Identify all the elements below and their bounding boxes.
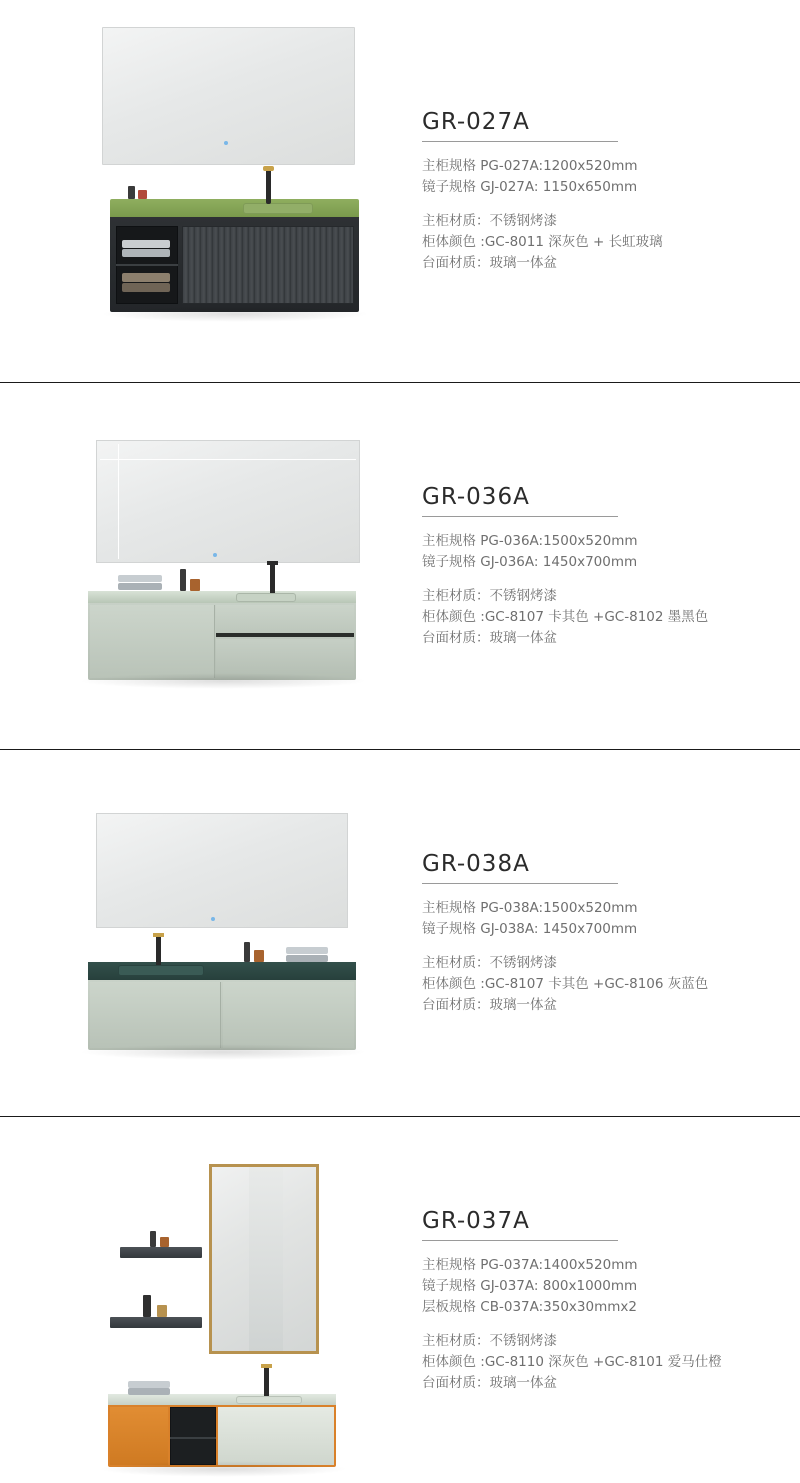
drawer-upper-right <box>216 605 354 635</box>
spec-countertop-material: 台面材质：玻璃一体盆 <box>422 629 557 646</box>
countertop <box>110 199 359 217</box>
spec-cabinet-material: 主柜材质：不锈钢烤漆 <box>422 954 557 971</box>
spec-countertop-material: 台面材质：玻璃一体盆 <box>422 1374 557 1391</box>
decor-bottle <box>150 1231 156 1247</box>
product-entry <box>0 1117 800 1483</box>
spec-countertop-material: 台面材质：玻璃一体盆 <box>422 996 557 1013</box>
spec-mirror-size: 镜子规格 GJ-038A: 1450x700mm <box>422 920 638 937</box>
shelf-divider <box>116 264 178 266</box>
cabinet-door-left <box>90 605 215 678</box>
towel-stack <box>128 1388 170 1395</box>
title-underline <box>422 141 618 142</box>
faucet <box>270 563 275 593</box>
product-info-gr-038a <box>400 851 800 1016</box>
product-info-gr-036a <box>400 484 800 649</box>
mirror-illustration <box>102 27 355 165</box>
faucet-top <box>263 166 274 171</box>
mirror-touch-sensor-icon <box>224 141 228 145</box>
towel-stack <box>122 283 170 292</box>
product-image-gr-027a <box>0 0 400 382</box>
countertop <box>88 591 356 603</box>
basin <box>236 593 296 602</box>
towel-stack <box>122 249 170 257</box>
decor-bottle <box>128 186 135 199</box>
towel-stack <box>118 575 162 582</box>
product-entry <box>0 750 800 1116</box>
product-image-gr-037a <box>0 1117 400 1483</box>
title-underline <box>422 516 618 517</box>
decor-bottle <box>190 579 200 591</box>
decor-bottle <box>180 569 186 591</box>
towel-stack <box>286 955 328 962</box>
basin <box>243 203 313 214</box>
towel-stack <box>128 1381 170 1388</box>
spec-mirror-size: 镜子规格 GJ-027A: 1150x650mm <box>422 178 638 195</box>
spec-cabinet-color: 柜体颜色 :GC-8107 卡其色 +GC-8102 墨黑色 <box>422 608 709 625</box>
spec-cabinet-material: 主柜材质：不锈钢烤漆 <box>422 212 557 229</box>
spec-cabinet-color: 柜体颜色 :GC-8011 深灰色 + 长虹玻璃 <box>422 233 663 250</box>
spec-shelf-size: 层板规格 CB-037A:350x30mmx2 <box>422 1298 637 1315</box>
mirror-illustration <box>96 813 348 928</box>
faucet <box>156 935 161 965</box>
spec-cabinet-size: 主柜规格 PG-036A:1500x520mm <box>422 532 638 549</box>
mirror-touch-sensor-icon <box>211 917 215 921</box>
decor-bottle <box>254 950 264 962</box>
mirror-light-line-horizontal <box>100 459 356 460</box>
product-entry <box>0 0 800 382</box>
product-model: GR-037A <box>422 1207 530 1234</box>
wall-shelf-lower <box>110 1317 202 1328</box>
faucet-top <box>267 561 278 565</box>
spec-cabinet-size: 主柜规格 PG-038A:1500x520mm <box>422 899 638 916</box>
spec-mirror-size: 镜子规格 GJ-036A: 1450x700mm <box>422 553 638 570</box>
towel-stack <box>118 583 162 590</box>
spec-mirror-size: 镜子规格 GJ-037A: 800x1000mm <box>422 1277 638 1294</box>
decor-bottle <box>244 942 250 962</box>
cabinet-door-orange <box>110 1407 168 1465</box>
faucet-top <box>153 933 164 937</box>
cabinet-door-left <box>90 982 221 1048</box>
product-model: GR-038A <box>422 850 530 877</box>
floor-shadow <box>78 1044 368 1060</box>
mirror-touch-sensor-icon <box>213 553 217 557</box>
shelf-divider <box>170 1437 216 1439</box>
product-model: GR-036A <box>422 483 530 510</box>
faucet-top <box>261 1364 272 1368</box>
cabinet-door-right <box>218 1407 334 1465</box>
floor-shadow <box>100 306 370 322</box>
faucet <box>266 168 271 204</box>
decor-bottle <box>138 190 147 199</box>
decor-vase <box>143 1295 151 1317</box>
title-underline <box>422 1240 618 1241</box>
spec-cabinet-size: 主柜规格 PG-037A:1400x520mm <box>422 1256 638 1273</box>
product-info-gr-027a <box>400 109 800 274</box>
wall-shelf-upper <box>120 1247 202 1258</box>
floor-shadow <box>78 673 368 689</box>
product-model: GR-027A <box>422 108 530 135</box>
title-underline <box>422 883 618 884</box>
product-image-gr-038a <box>0 750 400 1116</box>
decor-bottle <box>157 1305 167 1317</box>
spec-cabinet-size: 主柜规格 PG-027A:1200x520mm <box>422 157 638 174</box>
decor-bottle <box>160 1237 169 1247</box>
product-info-gr-037a <box>400 1208 800 1394</box>
towel-stack <box>286 947 328 954</box>
open-shelf <box>170 1407 216 1465</box>
drawer-handle <box>216 633 354 637</box>
spec-countertop-material: 台面材质：玻璃一体盆 <box>422 254 557 271</box>
cabinet-door-right <box>223 982 354 1048</box>
spec-cabinet-material: 主柜材质：不锈钢烤漆 <box>422 1332 557 1349</box>
spec-cabinet-color: 柜体颜色 :GC-8110 深灰色 +GC-8101 爱马仕橙 <box>422 1353 722 1370</box>
towel-stack <box>122 240 170 248</box>
spec-cabinet-material: 主柜材质：不锈钢烤漆 <box>422 587 557 604</box>
product-image-gr-036a <box>0 383 400 749</box>
faucet <box>264 1366 269 1396</box>
towel-stack <box>122 273 170 282</box>
mirror-light-line-vertical <box>118 444 119 559</box>
mirror-reflection <box>249 1167 283 1351</box>
floor-shadow <box>98 1461 348 1477</box>
spec-cabinet-color: 柜体颜色 :GC-8107 卡其色 +GC-8106 灰蓝色 <box>422 975 709 992</box>
product-entry <box>0 383 800 749</box>
basin <box>118 965 204 976</box>
fluted-glass-door <box>182 226 354 304</box>
basin <box>236 1396 302 1404</box>
